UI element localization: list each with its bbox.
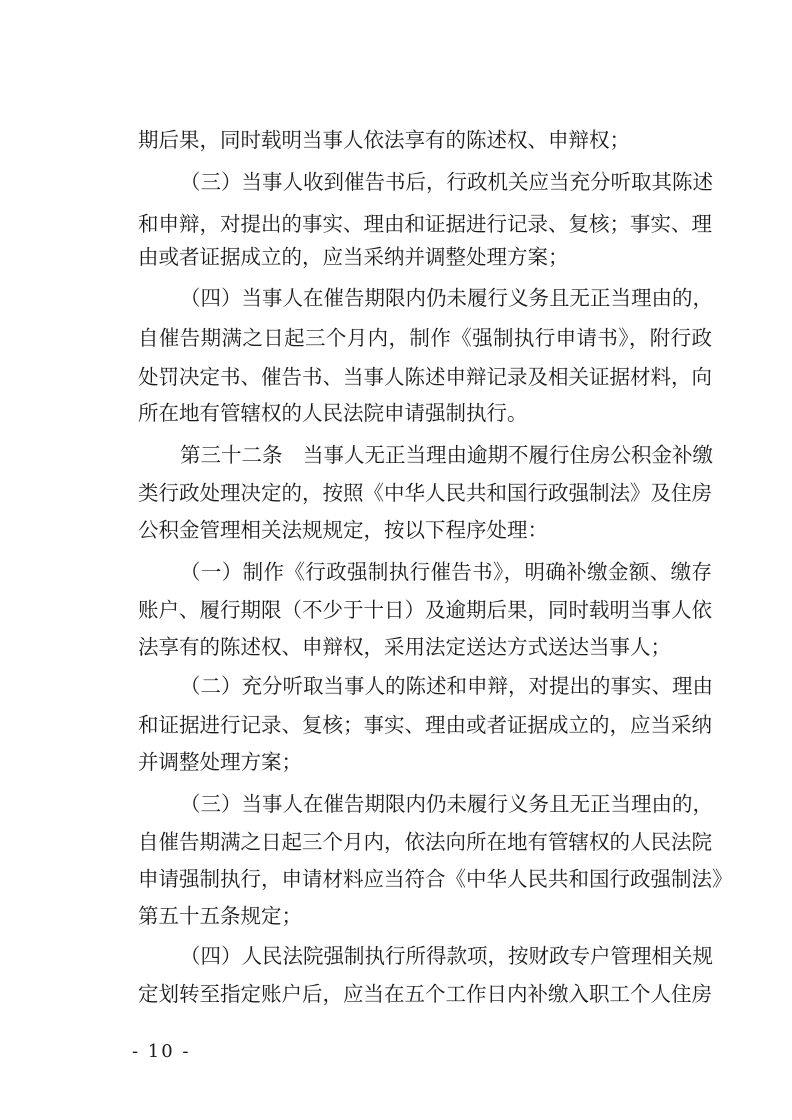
line-text: 账户、履行期限（不少于十日）及逾期后果，同时载明当事人依 — [138, 598, 712, 622]
line-text: （三）当事人收到催告书后，行政机关应当充分听取其陈述 — [180, 170, 713, 194]
text-line — [0, 162, 792, 202]
line-text: 期后果，同时载明当事人依法享有的陈述权、申辩权； — [138, 128, 630, 152]
text-line — [0, 666, 792, 706]
text-line — [0, 627, 792, 667]
line-text: 公积金管理相关法规规定，按以下程序处理： — [138, 518, 548, 542]
text-line — [0, 936, 792, 976]
line-text: 处罚决定书、催告书、当事人陈述申辩记录及相关证据材料，向 — [138, 365, 712, 389]
text-line — [0, 974, 792, 1014]
text-line — [0, 859, 792, 899]
line-text: 第三十二条 当事人无正当理由逾期不履行住房公积金补缴 — [180, 443, 713, 467]
text-line — [0, 590, 792, 630]
line-text: （三）当事人在催告期限内仍未履行义务且无正当理由的， — [180, 792, 713, 816]
line-text: 法享有的陈述权、申辩权，采用法定送达方式送达当事人； — [138, 635, 671, 659]
line-text: 由或者证据成立的，应当采纳并调整处理方案； — [138, 245, 569, 269]
line-text: 申请强制执行，申请材料应当符合《中华人民共和国行政强制法》 — [138, 867, 733, 891]
line-text: 第五十五条规定； — [138, 904, 302, 928]
page-number: - 10 - — [132, 1041, 191, 1062]
line-text: 和证据进行记录、复核；事实、理由或者证据成立的，应当采纳 — [138, 713, 712, 737]
text-line — [0, 705, 792, 745]
line-text: 并调整处理方案； — [138, 750, 302, 774]
line-text: 所在地有管辖权的人民法院申请强制执行。 — [138, 401, 528, 425]
text-line — [0, 896, 792, 936]
text-line — [0, 435, 792, 475]
text-line — [0, 822, 792, 862]
text-line — [0, 237, 792, 277]
line-text: 自催告期满之日起三个月内，依法向所在地有管辖权的人民法院 — [138, 830, 712, 854]
text-line — [0, 510, 792, 550]
line-text: （二）充分听取当事人的陈述和申辩，对提出的事实、理由 — [180, 674, 713, 698]
line-text: （一）制作《行政强制执行催告书》，明确补缴金额、缴存 — [180, 560, 712, 584]
text-line — [0, 393, 792, 433]
line-text: 定划转至指定账户后，应当在五个工作日内补缴入职工个人住房 — [138, 982, 712, 1006]
text-line — [0, 552, 792, 592]
line-text: 类行政处理决定的，按照《中华人民共和国行政强制法》及住房 — [138, 481, 712, 505]
line-text: （四）当事人在催告期限内仍未履行义务且无正当理由的， — [180, 286, 713, 310]
text-line — [0, 357, 792, 397]
line-text: 自催告期满之日起三个月内，制作《强制执行申请书》，附行政 — [138, 326, 712, 350]
text-line — [0, 278, 792, 318]
text-line — [0, 120, 792, 160]
text-line — [0, 318, 792, 358]
text-line — [0, 784, 792, 824]
text-line — [0, 473, 792, 513]
text-line — [0, 742, 792, 782]
line-text: （四）人民法院强制执行所得款项，按财政专户管理相关规 — [180, 944, 713, 968]
line-text: 和申辩，对提出的事实、理由和证据进行记录、复核；事实、理 — [138, 212, 712, 236]
